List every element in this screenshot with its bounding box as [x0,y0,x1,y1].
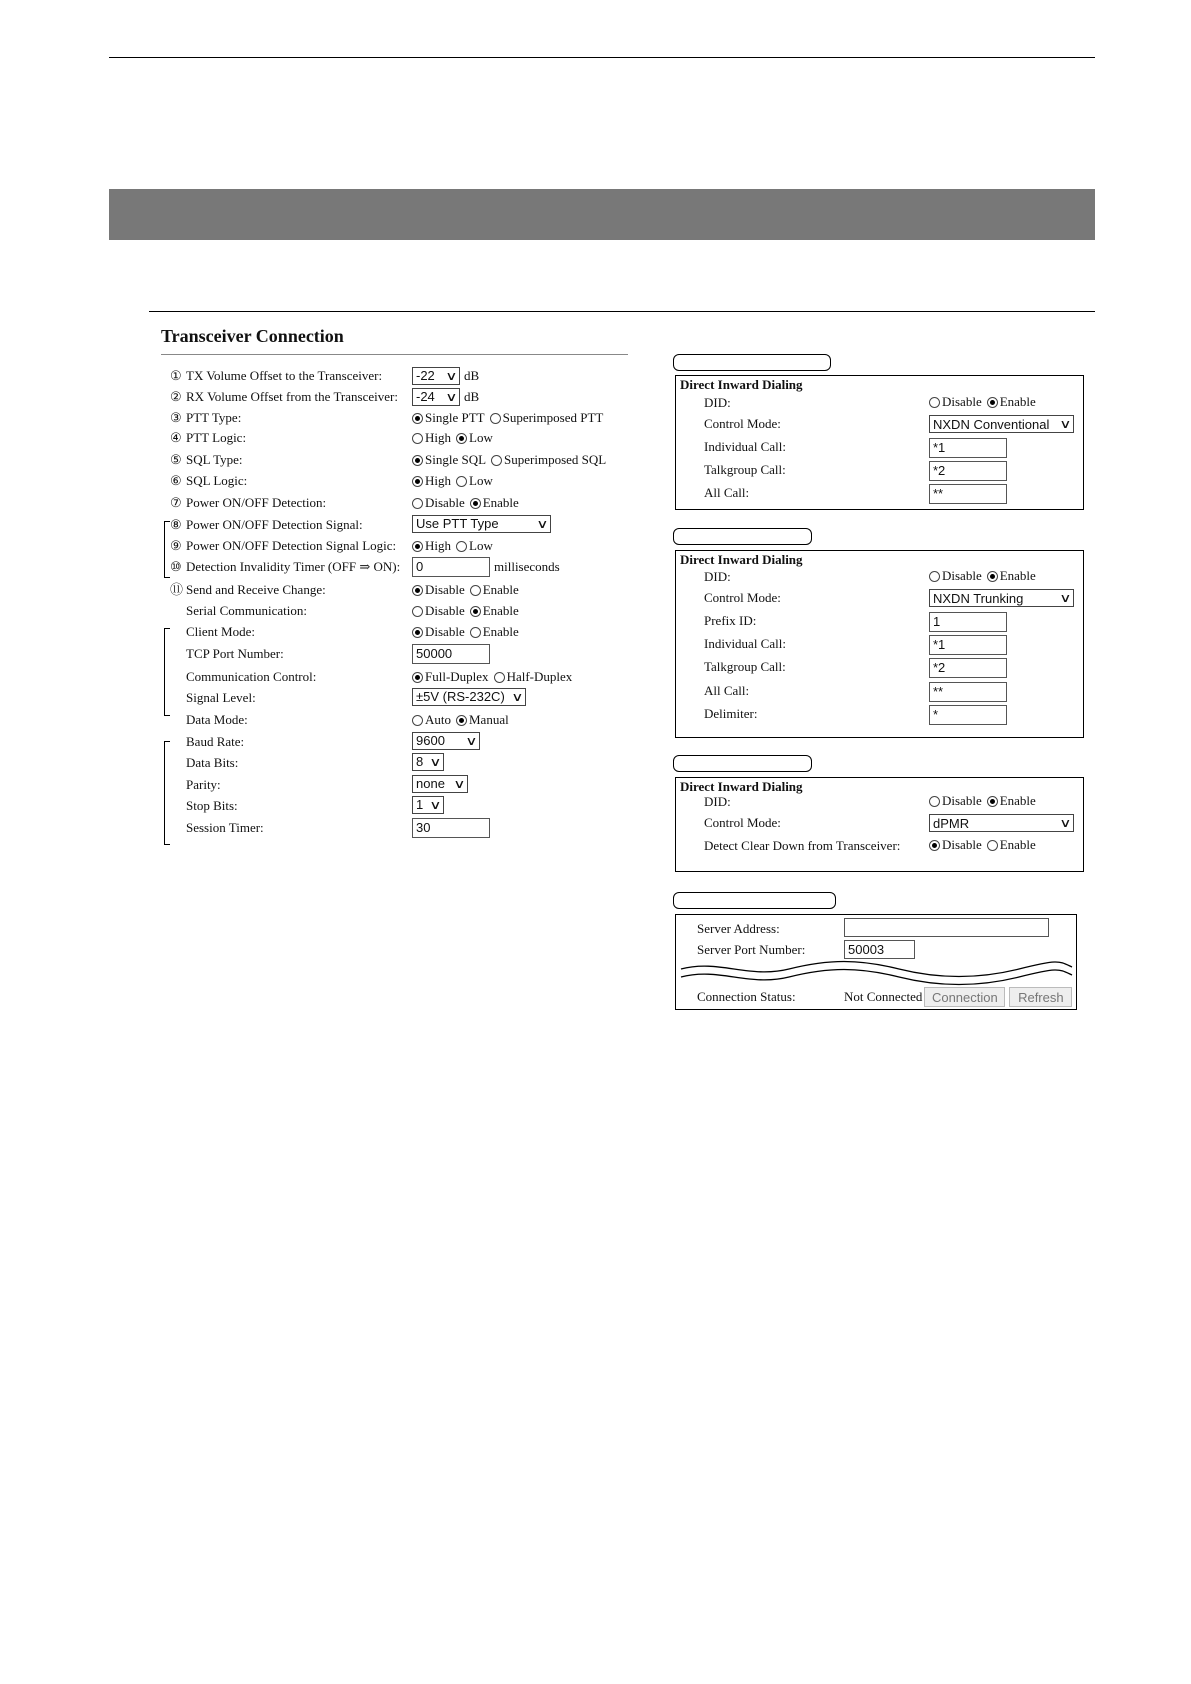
radio-empty-icon[interactable] [470,627,481,638]
chevron-down-icon: ∨ [429,755,442,769]
radio-label: Disable [942,568,982,583]
panel-title: Direct Inward Dialing [680,779,803,794]
radio-option[interactable] [456,536,493,556]
unit-label: milliseconds [494,559,560,574]
form-row [170,580,640,600]
field-control [412,644,490,664]
panel-field-label: Talkgroup Call: [704,659,786,674]
field-control [412,796,444,814]
did-panel-nxdn-trunking [675,550,1084,738]
form-row [170,366,640,386]
panel-field-label: All Call: [704,683,750,698]
select-value: 1 [416,797,424,812]
text-input[interactable]: ** [929,682,1007,702]
field-control [412,387,479,407]
radio-selected-icon[interactable] [412,672,423,683]
form-row [170,601,640,621]
field-control [412,366,479,386]
radio-label: Superimposed PTT [502,410,604,425]
field-control [412,622,524,642]
panel-field-label: Detect Clear Down from Transceiver: [704,838,901,853]
header-band [109,189,1095,240]
radio-selected-icon[interactable] [987,796,998,807]
field-control [412,775,468,793]
radio-label: Low [469,473,493,488]
radio-option[interactable] [987,837,1036,853]
panel-label-2 [673,528,812,545]
panel-field-control [929,658,1007,678]
field-control [412,536,498,556]
panel-field-control [929,394,1041,410]
select-box[interactable] [412,388,460,406]
radio-label: Disable [425,624,465,639]
panel-field-control [929,814,1074,832]
radio-option[interactable] [929,568,982,584]
field-label: RX Volume Offset from the Transceiver: [186,389,398,404]
radio-empty-icon[interactable] [412,715,423,726]
server-port-input[interactable]: 50003 [844,940,915,959]
radio-label: Enable [999,394,1036,409]
field-control [412,601,524,621]
refresh-button[interactable]: Refresh [1009,987,1072,1007]
panel-field-label: DID: [704,794,731,809]
field-control [412,732,480,750]
panel-label-4 [673,892,836,909]
chevron-down-icon: ∨ [1059,591,1072,605]
radio-empty-icon[interactable] [456,541,467,552]
radio-option[interactable] [456,471,493,491]
row-number: ⑥ [170,473,182,488]
field-label: Power ON/OFF Detection: [186,495,327,510]
panel-title: Direct Inward Dialing [680,552,803,567]
form-row [170,428,640,448]
radio-label: Disable [425,603,465,618]
radio-label: Disable [425,495,465,510]
panel-field-control [929,461,1007,481]
radio-empty-icon[interactable] [929,571,940,582]
field-label: Communication Control: [186,669,317,684]
form-row [170,710,640,730]
radio-selected-icon[interactable] [412,413,423,424]
field-control [412,580,524,600]
select-value: none [416,776,445,791]
field-label: Baud Rate: [186,734,245,749]
server-address-label: Server Address: [697,921,780,936]
field-control [412,753,444,771]
panel-field-label: Individual Call: [704,636,786,651]
radio-label: Low [469,430,493,445]
form-row [170,471,640,491]
connection-status-value: Not Connected [844,989,923,1004]
text-input[interactable]: 0 [412,557,490,577]
radio-option[interactable] [987,394,1036,410]
row-number: ⑤ [170,452,182,467]
field-label: PTT Logic: [186,430,247,445]
form-row [170,775,640,795]
field-control [412,710,514,730]
radio-option[interactable] [412,667,489,687]
field-control [412,688,526,706]
radio-option[interactable] [456,428,493,448]
radio-selected-icon[interactable] [412,627,423,638]
select-box[interactable] [412,775,468,793]
row-number: ⑩ [170,559,182,574]
panel-label-3 [673,755,812,772]
radio-label: Disable [942,394,982,409]
radio-empty-icon[interactable] [456,476,467,487]
radio-label: Enable [999,568,1036,583]
radio-label: Enable [482,603,519,618]
select-box[interactable] [412,732,480,750]
radio-option[interactable] [412,471,451,491]
form-row [170,818,640,838]
form-row [170,622,640,642]
radio-label: Enable [999,793,1036,808]
radio-empty-icon[interactable] [494,672,505,683]
field-label: Power ON/OFF Detection Signal: [186,517,363,532]
radio-label: Enable [482,624,519,639]
radio-selected-icon[interactable] [470,606,481,617]
select-value: NXDN Conventional [933,416,1050,432]
panel-field-label: Talkgroup Call: [704,462,786,477]
radio-option[interactable] [470,493,519,513]
radio-empty-icon[interactable] [987,840,998,851]
field-label: Stop Bits: [186,798,238,813]
field-label: PTT Type: [186,410,242,425]
radio-label: Enable [999,837,1036,852]
bracket-client-group [164,628,170,716]
text-input[interactable]: *1 [929,635,1007,655]
select-value: ±5V (RS-232C) [416,689,505,704]
radio-option[interactable] [470,601,519,621]
row-number: ⑧ [170,517,182,532]
radio-label: Superimposed SQL [504,452,607,467]
radio-selected-icon[interactable] [929,840,940,851]
panel-field-label: Delimiter: [704,706,758,721]
form-title-rule [161,354,628,355]
field-label: SQL Logic: [186,473,248,488]
server-connection-panel [675,914,1077,1010]
panel-field-control [929,589,1074,607]
top-rule [109,57,1095,58]
row-number: ④ [170,430,182,445]
radio-selected-icon[interactable] [987,571,998,582]
bracket-serial-group [164,741,170,845]
radio-label: Single SQL [425,452,487,467]
control-mode-select[interactable] [929,814,1074,832]
form-title: Transceiver Connection [161,326,344,346]
panel-field-control [929,682,1007,702]
radio-label: Manual [469,712,509,727]
panel-field-label: Control Mode: [704,815,781,830]
chevron-down-icon: ∨ [511,690,524,704]
panel-field-control [929,837,1041,853]
server-port-label: Server Port Number: [697,942,806,957]
field-label: Power ON/OFF Detection Signal Logic: [186,538,397,553]
radio-selected-icon[interactable] [412,585,423,596]
row-number: ③ [170,410,182,425]
radio-selected-icon[interactable] [456,715,467,726]
radio-option[interactable] [470,580,519,600]
radio-option[interactable] [987,793,1036,809]
select-value: Use PTT Type [416,516,499,531]
row-number: ⑪ [170,582,184,597]
break-wave-icon [679,959,1074,987]
control-mode-select[interactable] [929,415,1074,433]
panel-field-label: Control Mode: [704,590,781,605]
radio-option[interactable] [929,837,982,853]
panel-field-control [929,484,1007,504]
radio-option[interactable] [470,622,519,642]
radio-label: Enable [482,495,519,510]
radio-selected-icon[interactable] [987,397,998,408]
panel-field-control [929,705,1007,725]
unit-label: dB [464,389,480,404]
form-row [170,450,640,470]
radio-empty-icon[interactable] [491,455,502,466]
field-control [412,667,577,687]
form-row [170,796,640,816]
field-label: Send and Receive Change: [186,582,326,597]
panel-field-control [929,612,1007,632]
select-box[interactable] [412,688,526,706]
field-control [412,450,611,470]
select-value: -24 [416,389,435,404]
radio-option[interactable] [491,450,606,470]
field-label: Parity: [186,777,221,792]
row-number: ⑨ [170,538,182,553]
select-value: 8 [416,754,424,769]
radio-option[interactable] [987,568,1036,584]
radio-option[interactable] [412,601,465,621]
form-row [170,408,640,428]
panel-field-control [929,793,1041,809]
field-label: Serial Communication: [186,603,307,618]
field-control [412,471,498,491]
chevron-down-icon: ∨ [536,517,549,531]
bracket-detection-group [164,521,170,578]
form-row [170,387,640,407]
radio-label: Disable [425,582,465,597]
form-row [170,557,640,577]
text-input[interactable]: * [929,705,1007,725]
radio-label: Half-Duplex [506,669,573,684]
connection-button[interactable]: Connection [924,987,1005,1007]
radio-label: Full-Duplex [425,669,489,684]
form-row [170,493,640,513]
radio-label: Disable [942,837,982,852]
section-rule [149,311,1095,312]
select-box[interactable] [412,515,551,533]
panel-field-control [929,635,1007,655]
did-panel-dpmr [675,777,1084,872]
panel-field-label: Individual Call: [704,439,786,454]
chevron-down-icon: ∨ [1059,417,1072,431]
field-label: Data Mode: [186,712,248,727]
radio-empty-icon[interactable] [470,585,481,596]
form-row [170,688,640,708]
text-input[interactable]: 30 [412,818,490,838]
field-control [412,408,608,428]
form-row [170,753,640,773]
radio-option[interactable] [412,710,451,730]
radio-empty-icon[interactable] [929,796,940,807]
panel-field-label: Control Mode: [704,416,781,431]
panel-field-control [929,568,1041,584]
form-row [170,515,640,535]
radio-option[interactable] [456,710,509,730]
server-address-input[interactable] [844,918,1049,937]
field-label: Signal Level: [186,690,256,705]
radio-option[interactable] [494,667,573,687]
radio-option[interactable] [412,450,486,470]
field-label: SQL Type: [186,452,243,467]
field-label: TX Volume Offset to the Transceiver: [186,368,383,383]
select-value: -22 [416,368,435,383]
radio-label: Single PTT [425,410,485,425]
radio-label: High [425,538,451,553]
radio-label: Auto [425,712,451,727]
radio-selected-icon[interactable] [412,541,423,552]
field-control [412,818,490,838]
radio-selected-icon[interactable] [470,498,481,509]
select-value: NXDN Trunking [933,590,1024,606]
panel-field-label: DID: [704,569,731,584]
panel-field-label: DID: [704,395,731,410]
form-row [170,667,640,687]
panel-field-label: Prefix ID: [704,613,757,628]
radio-label: Enable [482,582,519,597]
chevron-down-icon: ∨ [453,777,466,791]
radio-option[interactable] [929,793,982,809]
select-box[interactable] [412,367,460,385]
radio-empty-icon[interactable] [412,433,423,444]
did-panel-nxdn-conventional [675,375,1084,510]
select-value: dPMR [933,815,970,831]
field-label: TCP Port Number: [186,646,284,661]
field-control [412,428,498,448]
text-input[interactable]: *2 [929,461,1007,481]
chevron-down-icon: ∨ [1059,816,1072,830]
row-number: ⑦ [170,495,182,510]
radio-label: High [425,473,451,488]
field-control [412,493,524,513]
radio-option[interactable] [412,580,465,600]
panel-title: Direct Inward Dialing [680,377,803,392]
text-input[interactable]: 1 [929,612,1007,632]
panel-label-1 [673,354,831,371]
chevron-down-icon: ∨ [465,734,478,748]
field-label: Data Bits: [186,755,239,770]
radio-option[interactable] [929,394,982,410]
text-input[interactable]: *2 [929,658,1007,678]
radio-empty-icon[interactable] [929,397,940,408]
text-input[interactable]: *1 [929,438,1007,458]
radio-option[interactable] [412,428,451,448]
radio-selected-icon[interactable] [412,455,423,466]
panel-field-control [929,438,1007,458]
control-mode-select[interactable] [929,589,1074,607]
select-value: 9600 [416,733,445,748]
connection-status-label: Connection Status: [697,989,796,1004]
field-control [412,557,560,577]
panel-field-label: All Call: [704,485,750,500]
radio-selected-icon[interactable] [412,476,423,487]
field-control [412,515,551,533]
radio-label: Low [469,538,493,553]
form-row [170,732,640,752]
chevron-down-icon: ∨ [445,390,458,404]
chevron-down-icon: ∨ [445,369,458,383]
radio-option[interactable] [412,622,465,642]
radio-label: Disable [942,793,982,808]
form-row [170,644,640,664]
field-label: Session Timer: [186,820,264,835]
select-box[interactable] [412,796,444,814]
radio-option[interactable] [412,536,451,556]
radio-option[interactable] [412,493,465,513]
radio-option[interactable] [412,408,485,428]
radio-label: High [425,430,451,445]
form-row [170,536,640,556]
text-input[interactable]: 50000 [412,644,490,664]
radio-option[interactable] [490,408,604,428]
panel-field-control [929,415,1074,433]
field-label: Client Mode: [186,624,255,639]
select-box[interactable] [412,753,444,771]
radio-empty-icon[interactable] [412,606,423,617]
unit-label: dB [464,368,480,383]
radio-empty-icon[interactable] [412,498,423,509]
radio-selected-icon[interactable] [456,433,467,444]
field-label: Detection Invalidity Timer (OFF ⇒ ON): [186,559,401,574]
text-input[interactable]: ** [929,484,1007,504]
row-number: ① [170,368,182,383]
chevron-down-icon: ∨ [429,798,442,812]
radio-empty-icon[interactable] [490,413,501,424]
row-number: ② [170,389,182,404]
